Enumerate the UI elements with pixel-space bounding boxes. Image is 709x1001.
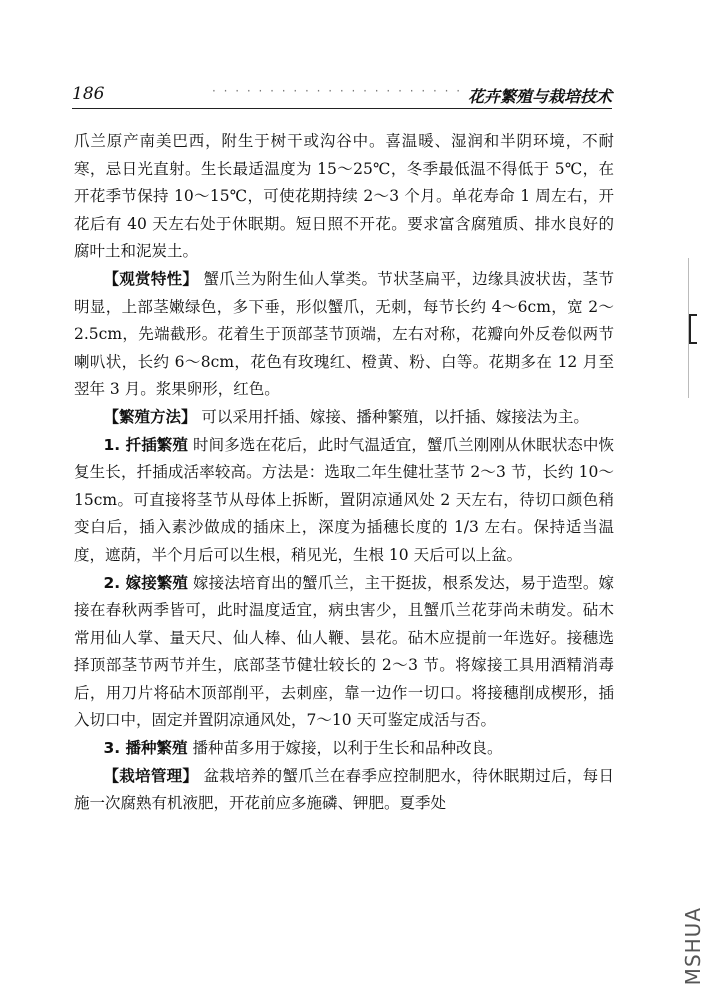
header-dots: · · · · · · · · · · · · · · · · · · · · · · <box>212 84 463 98</box>
margin-bracket-mark <box>689 314 697 344</box>
paragraph-ornamental <box>74 266 614 404</box>
section-heading: 【观赏特性】 <box>103 269 199 288</box>
section-heading: 【栽培管理】 <box>103 766 199 785</box>
book-title: 花卉繁殖与栽培技术 <box>467 87 612 106</box>
page-body <box>74 128 614 818</box>
paragraph-sowing <box>74 735 614 763</box>
page-number: 186 <box>72 84 105 104</box>
section-heading: 【繁殖方法】 <box>103 407 197 426</box>
paragraph-text: 嫁接法培育出的蟹爪兰，主干挺拔，根系发达，易于造型。嫁接在春秋两季皆可，此时温度适宜，病虫害少，且蟹爪兰花芽尚未萌发。砧木常用仙人掌、量天尺、仙人棒、仙人鞭、昙花。砧木应提前一年选好。接穗选择顶部茎节两节并生，底部茎节健壮较长的 2～3 节。将嫁接工具用酒精消毒后，用刀片将砧木顶部削平，去刺座，靠一边作一切口。将接穗削成楔形，插入切口中，固定并置阴凉通风处，7～10 天可鉴定成活与否。 <box>74 573 614 730</box>
subsection-heading: 2. 嫁接繁殖 <box>103 573 188 592</box>
paragraph-propagation <box>74 404 614 432</box>
paragraph-text: 蟹爪兰为附生仙人掌类。节状茎扁平，边缘具波状齿，茎节明显，上部茎嫩绿色，多下垂，形似蟹爪，无刺，每节长约 4～6cm，宽 2～2.5cm，先端截形。花着生于顶部茎节顶端，左右对称，花瓣向外反卷似两节喇叭状，长约 6～8cm，花色有玫瑰红、橙黄、粉、白等。花期多在 12 月至翌年 3 月。浆果卵形，红色。 <box>74 269 614 399</box>
paragraph-text: 播种苗多用于嫁接，以利于生长和品种改良。 <box>192 739 503 758</box>
running-header <box>72 84 612 109</box>
paragraph-text: 盆栽培养的蟹爪兰在春季应控制肥水，待休眠期过后，每日施一次腐熟有机液肥，开花前应多施磷、钾肥。夏季处 <box>74 766 614 813</box>
subsection-heading: 1. 扦插繁殖 <box>103 435 188 454</box>
paragraph-text: 可以采用扦插、嫁接、播种繁殖，以扦插、嫁接法为主。 <box>201 407 589 426</box>
watermark: MSHUA <box>681 906 705 985</box>
subsection-heading: 3. 播种繁殖 <box>103 739 188 758</box>
paragraph-text: 时间多选在花后，此时气温适宜，蟹爪兰刚刚从休眠状态中恢复生长，扦插成活率较高。方法是：选取二年生健壮茎节 2～3 节，长约 10～15cm。可直接将茎节从母体上拆断，置阴凉通风处 2 天左右，待切口颜色稍变白后，插入素沙做成的插床上，深度为插穗长度的 1/3 左右。保持适当温度，遮荫，半个月后可以生根，稍见光，生根 10 天后可以上盆。 <box>74 435 614 564</box>
paragraph-text: 爪兰原产南美巴西，附生于树干或沟谷中。喜温暖、湿润和半阴环境，不耐寒，忌日光直射。生长最适温度为 15～25℃，冬季最低温不得低于 5℃，在开花季节保持 10～15℃，可使花期持续 2～3 个月。单花寿命 1 周左右，开花后有 40 天左右处于休眠期。短日照不开花。要求富含腐殖质、排水良好的腐叶土和泥炭土。 <box>74 132 614 261</box>
paragraph-intro <box>74 128 614 266</box>
paragraph-cutting <box>74 432 614 570</box>
paragraph-grafting <box>74 570 614 736</box>
paragraph-cultivation <box>74 763 614 818</box>
